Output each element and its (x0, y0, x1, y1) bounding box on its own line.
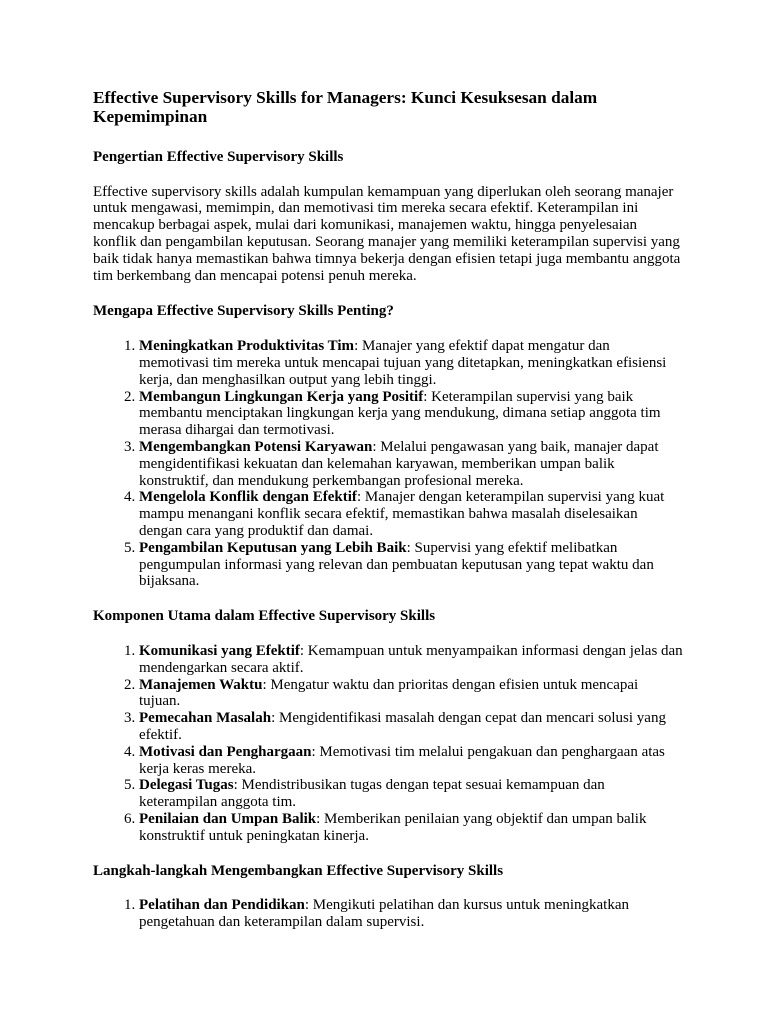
list-item (139, 540, 683, 590)
list-item-text: : Mengatur waktu dan prioritas dengan efisien untuk mencapai tujuan. (139, 676, 639, 710)
list-item-term: Manajemen Waktu (139, 676, 263, 693)
list-item-text: : Mendistribusikan tugas dengan tepat sesuai kemampuan dan keterampilan anggota tim. (139, 777, 605, 811)
list-item-term: Mengembangkan Potensi Karyawan (139, 438, 373, 455)
list-item (139, 744, 683, 778)
list-item (139, 489, 683, 539)
list-item-term: Motivasi dan Penghargaan (139, 743, 312, 760)
list-item-text: : Melalui pengawasan yang baik, manajer dapat mengidentifikasi kekuatan dan kelemahan karyawan, memberikan umpan balik konstruktif, dan mendukung perkembangan profesional mereka. (139, 438, 659, 489)
numbered-list (93, 338, 683, 590)
document-body (93, 88, 683, 949)
list-item-term: Pengambilan Keputusan yang Lebih Baik (139, 539, 407, 556)
list-item-text: : Manajer dengan keterampilan supervisi yang kuat mampu menangani konflik secara efektif, memastikan bahwa masalah diselesaikan dengan cara yang produktif dan damai. (139, 489, 665, 539)
list-item (139, 643, 683, 677)
list-item-term: Komunikasi yang Efektif (139, 642, 300, 659)
list-item-text: : Manajer yang efektif dapat mengatur dan memotivasi tim mereka untuk mencapai tujuan yang ditetapkan, meningkatkan efisiensi kerja, dan menghasilkan output yang lebih tinggi. (139, 338, 667, 388)
list-item-text: : Supervisi yang efektif melibatkan pengumpulan informasi yang relevan dan pembuatan keputusan yang tepat waktu dan bijaksana. (139, 539, 654, 590)
list-item-term: Penilaian dan Umpan Balik (139, 810, 317, 827)
section-heading: Langkah-langkah Mengembangkan Effective Supervisory Skills (93, 862, 504, 879)
section-heading: Komponen Utama dalam Effective Supervisory Skills (93, 608, 436, 625)
list-item (139, 710, 683, 744)
list-item-text: : Memotivasi tim melalui pengakuan dan penghargaan atas kerja keras mereka. (139, 743, 665, 777)
numbered-list (93, 643, 683, 845)
list-item-term: Pelatihan dan Pendidikan (139, 897, 305, 914)
list-item-text: : Kemampuan untuk menyampaikan informasi dengan jelas dan mendengarkan secara aktif. (139, 642, 683, 676)
list-item (139, 777, 683, 811)
section-paragraph: Effective supervisory skills adalah kumpulan kemampuan yang diperlukan oleh seorang manajer untuk mengawasi, memimpin, dan memotivasi tim mereka secara efektif. Keterampilan ini mencakup berbagai aspek, mulai dari komunikasi, manajemen waktu, hingga penyelesaian konflik dan pengambilan keputusan. Seorang manajer yang memiliki keterampilan supervisi yang baik tidak hanya memastikan bahwa timnya bekerja dengan efisien tetapi juga membantu anggota tim berkembang dan mencapai potensi penuh mereka. (93, 183, 681, 284)
list-item-term: Meningkatkan Produktivitas Tim (139, 338, 355, 355)
list-item-term: Mengelola Konflik dengan Efektif (139, 489, 357, 506)
list-item (139, 439, 683, 489)
list-item-text: : Mengikuti pelatihan dan kursus untuk meningkatkan pengetahuan dan keterampilan dalam supervisi. (139, 897, 630, 931)
numbered-list (93, 897, 683, 931)
list-item-term: Delegasi Tugas (139, 777, 234, 794)
list-item (139, 338, 683, 388)
document-title: Effective Supervisory Skills for Managers: Kunci Kesuksesan dalam Kepemimpinan (93, 88, 598, 127)
section-heading: Pengertian Effective Supervisory Skills (93, 148, 344, 165)
list-item-term: Pemecahan Masalah (139, 710, 272, 727)
list-item-text: : Keterampilan supervisi yang baik membantu menciptakan lingkungan kerja yang mendukung, dimana setiap anggota tim merasa dihargai dan termotivasi. (139, 388, 661, 439)
list-item-term: Membangun Lingkungan Kerja yang Positif (139, 388, 424, 405)
section-heading: Mengapa Effective Supervisory Skills Penting? (93, 303, 394, 320)
list-item-text: : Memberikan penilaian yang objektif dan umpan balik konstruktif untuk peningkatan kinerja. (139, 810, 647, 844)
list-item-text: : Mengidentifikasi masalah dengan cepat dan mencari solusi yang efektif. (139, 710, 666, 743)
list-item (139, 811, 683, 845)
list-item (139, 897, 683, 931)
list-item (139, 677, 683, 711)
list-item (139, 389, 683, 439)
